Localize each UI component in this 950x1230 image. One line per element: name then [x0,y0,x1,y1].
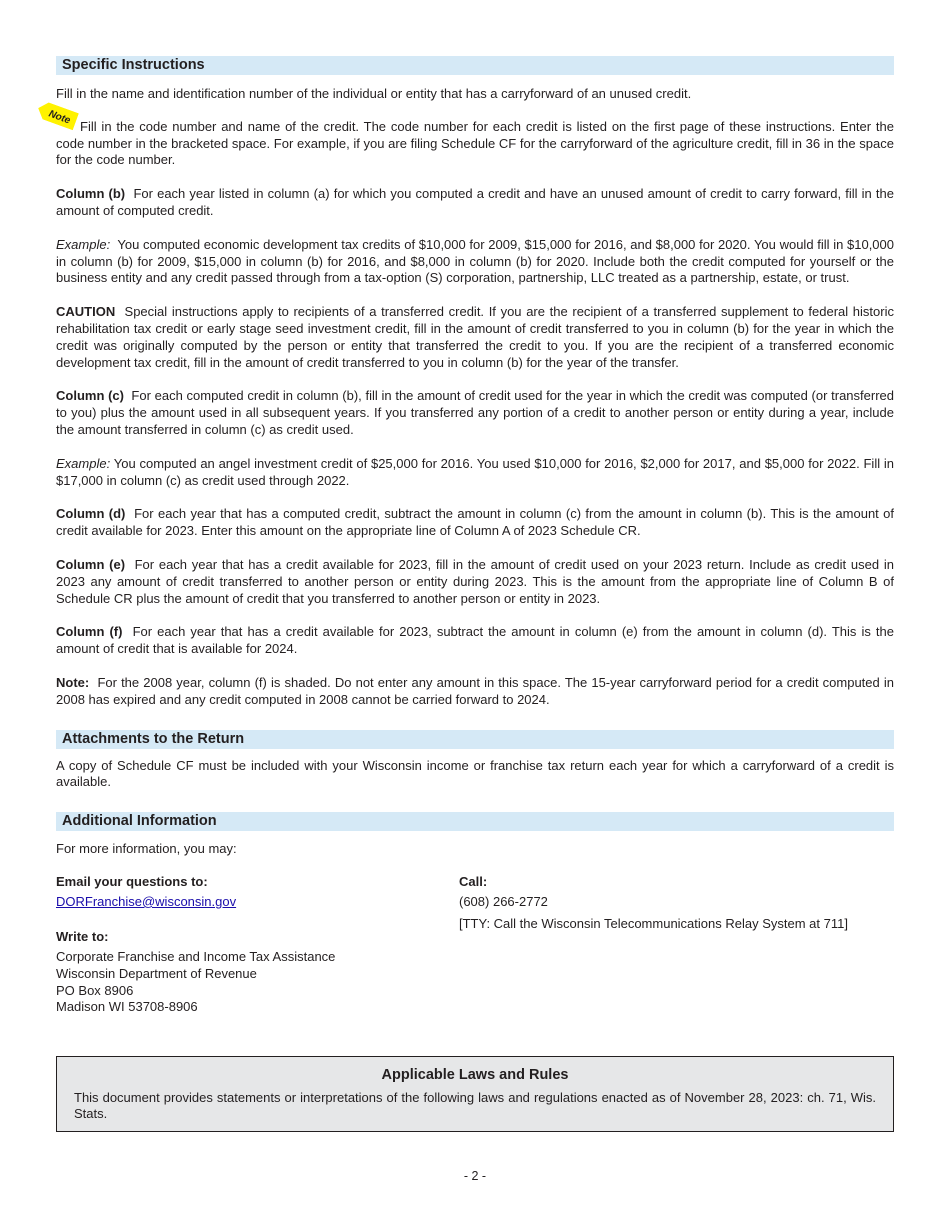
caution-text: Special instructions apply to recipients of a transferred credit. If you are the recipient of a transferred supplement to federal historic rehabilitation tax credit or early stage seed investment credit, fill in the amount of credit transferred to you in column (b) for the year in which the credit was originally computed by the person or entity that transferred the credit to you. If you are the recipient of a transferred economic development tax credit, fill in the amount of credit transferred to you in column (b) for the year of the transfer. [56,304,894,370]
example2-text: You computed an angel investment credit of $25,000 for 2016. You used $10,000 for 2016, $2,000 for 2017, and $5,000 for 2022. Fill in $17,000 in column (c) as credit used through 2022. [56,455,894,488]
column-c-text: For each computed credit in column (b), fill in the amount of credit used for the year in which the credit was computed (or transferred to you) plus the amount used in all subsequent years. If you transferred any portion of a credit to another person or entity during a year, include the amount transferred in column (c) as credit used. [56,388,894,437]
example1-text: You computed economic development tax credits of $10,000 for 2009, $15,000 for 2016, and $8,000 for 2020. You would fill in $10,000 in column (b) for 2009, $15,000 in column (b) for 2016, and $8,000 in column (b) for 2020. Include both the credit computed for yourself or the business entity and any credit passed through from a tax-option (S) corporation, partnership, LLC treated as a partnership, estate, or trust. [56,236,894,286]
additional-intro: For more information, you may: [56,841,237,857]
example1-paragraph [56,237,894,287]
example1-label: Example: [56,236,111,252]
additional-info-heading: Additional Information [56,812,894,831]
example2-paragraph [56,456,894,490]
phone-number: (608) 266-2772 [459,893,548,909]
contact-left-column [56,873,436,1016]
column-c-label: Column (c) [56,388,124,404]
specific-intro: Fill in the name and identification number of the individual or entity that has a carryforward of an unused credit. [56,86,692,101]
column-e-text: For each year that has a credit available for 2023, fill in the amount of credit used on your 2023 return. Include as credit used in 2023 any amount of credit transferred to another person or entity during 2023. This is the amount from the appropriate line of Column B of Schedule CR plus the amount of credit that you transferred to another person or entity in 2023. [56,556,894,606]
column-d-label: Column (d) [56,506,126,522]
column-f-text: For each year that has a credit available for 2023, subtract the amount in column (e) from the amount in column (d). This is the amount of credit that is available for 2024. [56,624,894,657]
column-f-label: Column (f) [56,624,123,640]
note-text: Fill in the code number and name of the credit. The code number for each credit is listed on the first page of these instructions. Enter the code number in the bracketed space. For example, if you are filing Schedule CF for the carryforward of the agriculture credit, fill in 36 in the space for the code number. [56,118,894,168]
contact-columns [56,873,894,1023]
column-f-paragraph [56,624,894,658]
column-d-paragraph [56,506,894,540]
applicable-laws-box [56,1056,894,1132]
column-b-text: For each year listed in column (a) for which you computed a credit and have an unused amount of credit to carry forward, fill in the amount of computed credit. [56,186,894,218]
attachments-heading: Attachments to the Return [56,730,894,749]
note-icon-label: Note [47,108,72,127]
caution-paragraph [56,304,894,371]
call-label: Call: [459,873,488,889]
caution-label: CAUTION [56,304,116,320]
specific-instructions-heading: Specific Instructions [56,56,894,75]
note2-text: For the 2008 year, column (f) is shaded. Do not enter any amount in this space. The 15-year carryforward period for a credit computed in 2008 has expired and any credit computed in 2008 cannot be carried forward to 2024. [56,674,894,707]
contact-right-column [459,873,894,933]
column-d-text: For each year that has a computed credit, subtract the amount in column (c) from the amount in column (b). This is the amount of credit available for 2023. Enter this amount on the appropriate line of Column A of 2023 Schedule CR. [56,506,894,539]
page-content [47,56,894,1023]
email-link[interactable]: DORFranchise@wisconsin.gov [56,893,237,909]
address-line: PO Box 8906 [56,982,134,998]
note-paragraph [47,108,894,169]
column-b-paragraph [56,186,894,220]
column-c-paragraph [56,388,894,438]
email-label: Email your questions to: [56,873,208,889]
write-label: Write to: [56,928,109,944]
address-line: Wisconsin Department of Revenue [56,965,257,981]
column-e-paragraph [56,557,894,607]
column-b-label: Column (b) [56,186,126,202]
address-line: Corporate Franchise and Income Tax Assistance [56,948,336,964]
page-number: - 2 - [463,1169,487,1183]
attachments-text: A copy of Schedule CF must be included with your Wisconsin income or franchise tax return each year for which a carryforward of a credit is available. [56,757,894,790]
address-line: Madison WI 53708-8906 [56,999,198,1015]
note2-paragraph [56,675,894,709]
laws-text: This document provides statements or interpretations of the following laws and regulations enacted as of November 28, 2023: ch. 71, Wis. Stats. [74,1090,876,1121]
tty-info: [TTY: Call the Wisconsin Telecommunications Relay System at 711] [459,915,848,931]
note2-label: Note: [56,674,90,690]
column-e-label: Column (e) [56,556,126,572]
example2-label: Example: [56,455,111,471]
laws-title: Applicable Laws and Rules [381,1067,569,1083]
